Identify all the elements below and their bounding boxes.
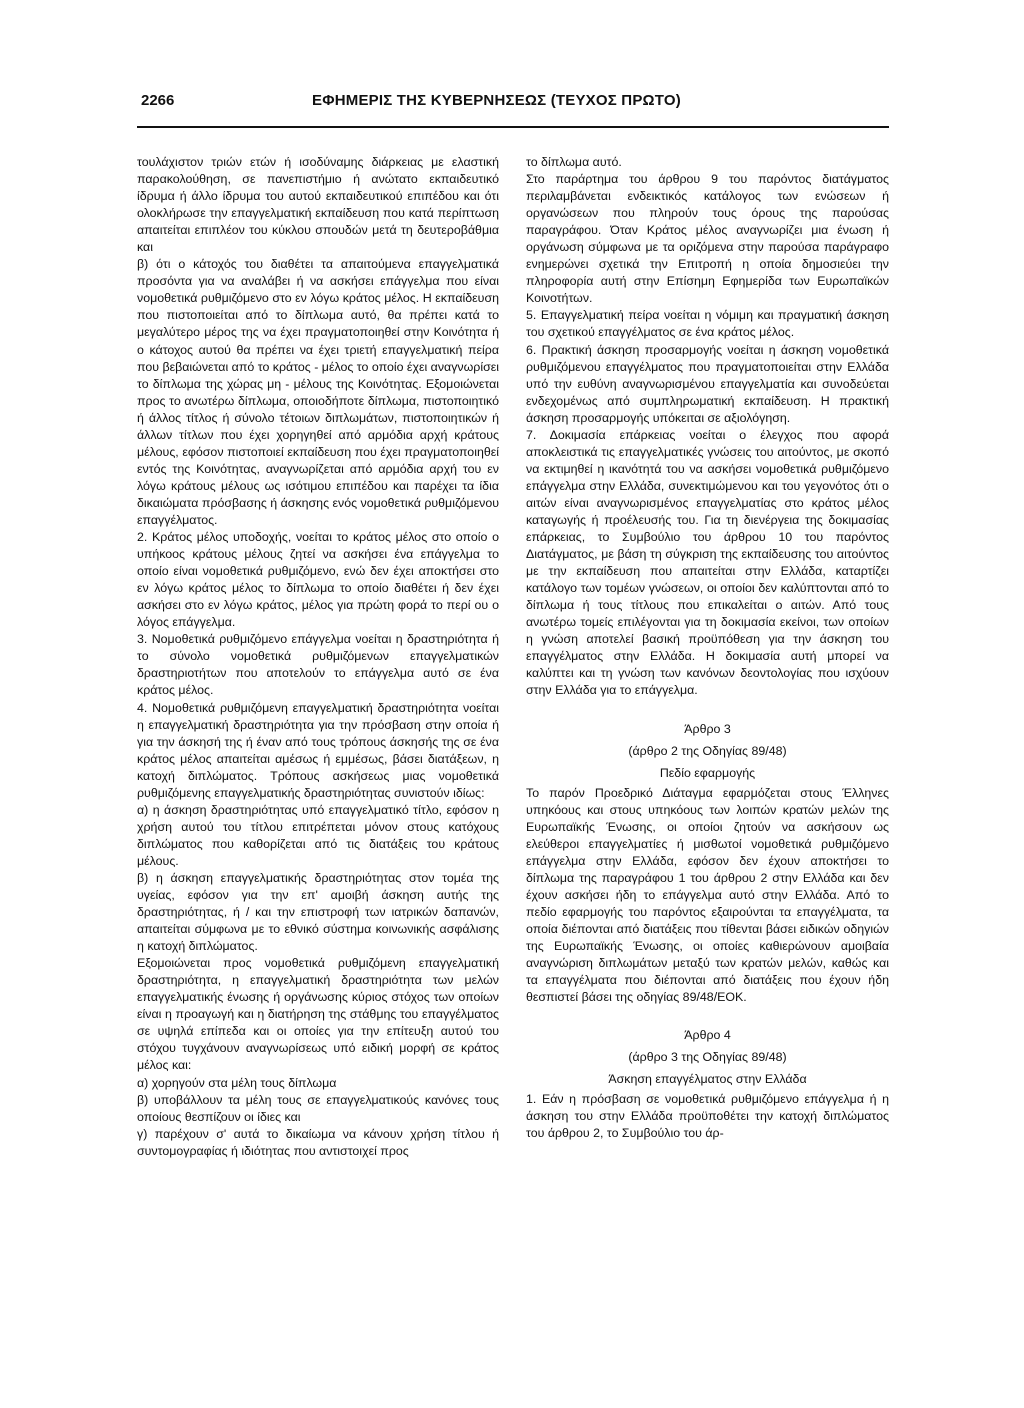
paragraph: Στο παράρτημα του άρθρου 9 του παρόντος διατάγματος περιλαμβάνεται ενδεικτικός κατάλογος των ενώσεων ή οργανώσεων που πληρούν τους όρους της παρούσας παραγράφου. Όταν Κράτος μέλος αναγνωρίζει μια ένωση ή οργάνωση σύμφωνα με τα οριζόμενα στην παρούσα παράγραφο ενημερώνει σχετικά την Επιτροπή η οποία δημοσιεύει την πληροφορία αυτή στην Επίσημη Εφημερίδα των Ευρωπαϊκών Κοινοτήτων.	[526, 172, 889, 306]
paragraph: τουλάχιστον τριών ετών ή ισοδύναμης διάρκειας με ελαστική παρακολούθηση, σε πανεπιστήμιο ή ανώτατο εκπαιδευτικό ίδρυμα ή άλλο ίδρυμα του αυτού εκπαιδευτικού επιπέδου και ότι ολοκλήρωσε την επαγγελματική εκπαίδευση που κατά περίπτωση απαιτείται επιπλέον του κύκλου σπουδών μετά τη δευτεροβάθμια και	[137, 155, 499, 255]
paragraph: β) υποβάλλουν τα μέλη τους σε επαγγελματικούς κανόνες τους οποίους θεσπίζουν οι ίδιες και	[137, 1092, 499, 1124]
paragraph: Το παρόν Προεδρικό Διάταγμα εφαρμόζεται στους Έλληνες υπηκόους και στους υπηκόους των λοιπών κρατών μελών της Ευρωπαϊκής Ένωσης, οι οποίοι ζητούν να ασκήσουν ως ελεύθεροι επαγγελματίες ή μισθωτοί νομοθετικά ρυθμιζόμενο επάγγελμα στην Ελλάδα, εφόσον δεν έχουν αποκτήσει το δίπλωμα της παραγράφου 1 του άρθρου 2 στην Ελλάδα και δεν έχουν ασκήσει ήδη το επάγγελμα αυτό στην Ελλάδα. Από το πεδίο εφαρμογής του παρόντος εξαιρούνται τα επαγγέλματα, τα οποία διέπονται από διατάξεις που τίθενται βάσει ειδικών οδηγιών της Ευρωπαϊκής Ένωσης, οι οποίες καθιερώνουν αμοιβαία αναγνώριση διπλωμάτων μεταξύ των κρατών μελών, καθώς και τα επαγγέλματα που διέπονται από διατάξεις που έχουν ήδη θεσπιστεί βάσει της οδηγίας 89/48/ΕΟΚ.	[526, 785, 889, 1005]
article-3-subheading: (άρθρο 2 της Οδηγίας 89/48)	[628, 743, 787, 758]
left-column	[137, 154, 499, 1160]
running-head: ΕΦΗΜΕΡΙΣ ΤΗΣ ΚΥΒΕΡΝΗΣΕΩΣ (ΤΕΥΧΟΣ ΠΡΩΤΟ)	[312, 92, 681, 109]
article-3-heading: Άρθρο 3	[684, 721, 731, 736]
article-4-title: Άσκηση επαγγέλματος στην Ελλάδα	[608, 1072, 807, 1087]
paragraph: β) ότι ο κάτοχός του διαθέτει τα απαιτούμενα επαγγελματικά προσόντα για να αναλάβει ή να ασκήσει επάγγελμα που είναι νομοθετικά ρυθμιζόμενο στο εν λόγω κράτος μέλος. Η εκπαίδευση που πιστοποιείται από το δίπλωμα αυτό, θα πρέπει κατά το μεγαλύτερο μέρος της να έχει πραγματοποιηθεί στην Κοινότητα ή ο κάτοχος αυτού θα πρέπει να έχει τριετή επαγγελματική πείρα που βεβαιώνεται από το κράτος - μέλος το οποίο έχει αναγνωρίσει το δίπλωμα της χώρας μη - μέλους της Κοινότητας. Εξομοιώνεται προς το ανωτέρω δίπλωμα, οποιοδήποτε δίπλωμα, πιστοποιητικό ή άλλος τίτλος ή σύνολο τέτοιων διπλωμάτων, πιστοποιητικών ή άλλων τίτλων που έχει χορηγηθεί από αρμόδια αρχή κράτους μέλους, εφόσον πιστοποιεί εκπαίδευση που έχει πραγματοποιηθεί εντός της Κοινότητας, αναγνωρίζεται από αρμόδια αρχή του εν λόγω κράτους μέλους ως ισότιμου επιπέδου και παρέχει τα ίδια δικαιώματα πρόσβασης ή άσκησης ενός νομοθετικά ρυθμιζόμενου επαγγέλματος.	[137, 257, 499, 527]
paragraph: 3. Νομοθετικά ρυθμιζόμενο επάγγελμα νοείται η δραστηριότητα ή το σύνολο νομοθετικά ρυθμιζόμενων επαγγελματικών δραστηριοτήτων που αποτελούν το επάγγελμα αυτό σε ένα κράτος μέλος.	[137, 632, 499, 698]
header-rule	[137, 126, 889, 128]
paragraph: 5. Επαγγελματική πείρα νοείται η νόμιμη και πραγματική άσκηση του σχετικού επαγγέλματος σε ένα κράτος μέλος.	[526, 308, 889, 340]
paragraph: 1. Εάν η πρόσβαση σε νομοθετικά ρυθμιζόμενο επάγγελμα ή η άσκηση του στην Ελλάδα προϋποθέτει την κατοχή διπλώματος του άρθρου 2, το Συμβούλιο του άρ-	[526, 1092, 889, 1141]
article-4-heading: Άρθρο 4	[684, 1028, 731, 1043]
page-header	[137, 92, 889, 126]
paragraph: α) χορηγούν στα μέλη τους δίπλωμα	[137, 1075, 337, 1090]
paragraph: 2. Κράτος μέλος υποδοχής, νοείται το κράτος μέλος στο οποίο ο υπήκοος κράτους μέλους ζητεί να ασκήσει ένα επάγγελμα το οποίο είναι νομοθετικά ρυθμιζόμενο, ενώ δεν έχει αποκτήσει στο εν λόγω κράτος μέλος το δίπλωμα το οποίο διαθέτει ή δεν έχει ασκήσει στο εν λόγω κράτος, μέλος για πρώτη φορά το περί ου ο λόγος επάγγελμα.	[137, 530, 499, 630]
paragraph: α) η άσκηση δραστηριότητας υπό επαγγελματικό τίτλο, εφόσον η χρήση αυτού του τίτλου επιτρέπεται μόνον στους κατόχους διπλώματος που καθορίζεται από τις διατάξεις του κράτους μέλους.	[137, 802, 499, 868]
article-3-title: Πεδίο εφαρμογής	[659, 765, 756, 780]
page-number: 2266	[141, 92, 175, 109]
right-column	[526, 154, 889, 1143]
article-4-subheading: (άρθρο 3 της Οδηγίας 89/48)	[628, 1050, 787, 1065]
paragraph: 4. Νομοθετικά ρυθμιζόμενη επαγγελματική δραστηριότητα νοείται η επαγγελματική δραστηριότητα για την πρόσβαση στην οποία ή για την άσκησή της ή έναν από τους τρόπους άσκησής της σε ένα κράτος μέλος απαιτείται αμέσως ή εμμέσως, βάσει διατάξεων, η κατοχή διπλώματος. Τρόπους ασκήσεως μιας νομοθετικά ρυθμιζόμενης επαγγελματικής δραστηριότητας συνιστούν ιδίως:	[137, 700, 499, 800]
paragraph: γ) παρέχουν σ' αυτά το δικαίωμα να κάνουν χρήση τίτλου ή συντομογραφίας ή ιδιότητας που αντιστοιχεί προς	[137, 1126, 499, 1158]
paragraph: το δίπλωμα αυτό.	[526, 155, 622, 169]
paragraph: Εξομοιώνεται προς νομοθετικά ρυθμιζόμενη επαγγελματική δραστηριότητα, η επαγγελματική δραστηριότητα των μελών επαγγελματικής ένωσης ή οργάνωσης κύριος στόχος των οποίων είναι η προαγωγή και η διατήρηση της στάθμης του επαγγέλματος σε υψηλά επίπεδα και οι οποίες για την επίτευξη αυτού του στόχου τυγχάνουν αναγνωρίσεως υπό ειδική μορφή σε κράτος μέλος και:	[137, 956, 499, 1073]
paragraph: 6. Πρακτική άσκηση προσαρμογής νοείται η άσκηση νομοθετικά ρυθμιζόμενου επαγγέλματος που πραγματοποιείται στην Ελλάδα υπό την ευθύνη αναγνωρισμένου επαγγελματία και συνοδεύεται ενδεχομένως από συμπληρωματική εκπαίδευση. Η πρακτική άσκηση προσαρμογής υπόκειται σε αξιολόγηση.	[526, 342, 889, 425]
paragraph: β) η άσκηση επαγγελματικής δραστηριότητας στον τομέα της υγείας, εφόσον για την επ' αμοιβή άσκηση αυτής της δραστηριότητας, ή / και την επιστροφή των ιατρικών δαπανών, απαιτείται σύμφωνα με το εθνικό σύστημα κοινωνικής ασφάλισης η κατοχή διπλώματος.	[137, 870, 499, 954]
paragraph: 7. Δοκιμασία επάρκειας νοείται ο έλεγχος που αφορά αποκλειστικά τις επαγγελματικές γνώσεις του αιτούντος, με σκοπό να εκτιμηθεί η ικανότητά του να ασκήσει νομοθετικά ρυθμιζόμενο επάγγελμα στην Ελλάδα, συνεκτιμώμενου και του γεγονότος ότι ο αιτών είναι αναγνωρισμένος επαγγελματίας στο κράτος μέλος καταγωγής ή προέλευσής του. Για τη διενέργεια της δοκιμασίας επάρκειας, το Συμβούλιο του άρθρου 10 του παρόντος Διατάγματος, με βάση τη σύγκριση της εκπαίδευσης του αιτούντος με την εκπαίδευση που απαιτείται στην Ελλάδα, καταρτίζει κατάλογο των τομέων γνώσεων, οι οποίοι δεν καλύπτονται από το δίπλωμα ή τους τίτλους που επικαλείται ο αιτών. Από τους ανωτέρω τομείς επιλέγονται για τη δοκιμασία εκείνοι, των οποίων η γνώση αποτελεί βασική προϋπόθεση για την άσκηση του επαγγέλματος στην Ελλάδα. Η δοκιμασία αυτή μπορεί να καλύπτει και τη γνώση των κανόνων δεοντολογίας που ισχύουν στην Ελλάδα για το επάγγελμα.	[526, 427, 889, 698]
